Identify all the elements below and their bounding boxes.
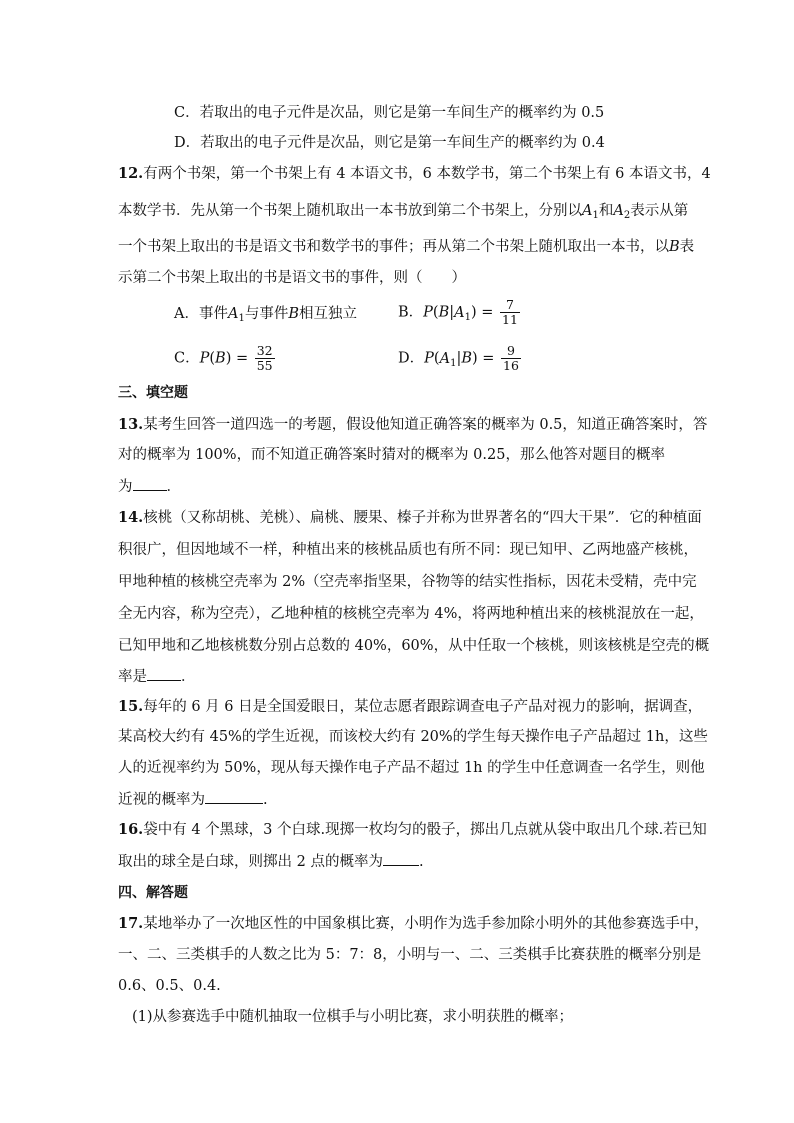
q12-line-1: 12.有两个书架，第一个书架上有 4 本语文书，6 本数学书，第二个书架上有 6 本语文书，4	[118, 165, 711, 182]
q12-number: 12.	[118, 165, 144, 182]
fraction-32-55: $\frac{32}{55}$	[256, 343, 273, 373]
answer-blank[interactable]	[205, 789, 263, 804]
section-fill-blank: 三、填空题	[118, 385, 188, 401]
symbol-b: B	[669, 239, 680, 255]
q15-line-3: 人的近视率约为 50%，现从每天操作电子产品不超过 1h 的学生中任意调查一名学生，则他	[118, 760, 705, 776]
q14-line-1: 14.核桃（又称胡桃、羌桃）、扁桃、腰果、榛子并称为世界著名的“四大干果”．它的种植面	[118, 509, 702, 526]
q17-line-1: 17.某地举办了一次地区性的中国象棋比赛，小明作为选手参加除小明外的其他参赛选手中，	[118, 915, 709, 932]
symbol-a2: $A_2$	[613, 203, 631, 221]
answer-blank[interactable]	[133, 476, 167, 491]
answer-blank[interactable]	[147, 666, 181, 681]
q12-option-a: A．事件$A_1$与事件B相互独立	[174, 306, 357, 324]
fraction-7-11: $\frac{7}{11}$	[502, 297, 518, 327]
q16-line-1: 16.袋中有 4 个黑球，3 个白球.现掷一枚均匀的骰子，掷出几点就从袋中取出几个球.若已知	[118, 821, 707, 838]
q14-line-3: 甲地种植的核桃空壳率为 2%（空壳率指坚果，谷物等的结实性指标，因花未受精，壳中完	[118, 574, 697, 590]
q13-line-1: 13.某考生回答一道四选一的考题，假设他知道正确答案的概率为 0.5，知道正确答案时，答	[118, 416, 708, 433]
q15-line-2: 某高校大约有 45%的学生近视，而该校大约有 20%的学生每天操作电子产品超过 1h，这些	[118, 729, 708, 745]
q13-line-2: 对的概率为 100%，而不知道正确答案时猜对的概率为 0.25，那么他答对题目的概率	[118, 447, 665, 463]
q15-line-4: 近视的概率为 .	[118, 789, 268, 810]
q14-line-6: 率是 ．	[118, 666, 196, 687]
symbol-a1: $A_1$	[582, 203, 599, 221]
section-solution: 四、解答题	[118, 885, 188, 901]
q17-line-2: 一、二、三类棋手的人数之比为 5：7：8，小明与一、二、三类棋手比赛获胜的概率分别是	[118, 947, 702, 963]
q14-line-5: 已知甲地和乙地核桃数分别占总数的 40%，60%，从中任取一个核桃，则该核桃是空壳的概	[118, 638, 710, 654]
q17-line-3: 0.6、0.5、0.4.	[118, 978, 221, 994]
q12-option-d: D．$P(A_1|B)$ = $\frac{9}{16}$	[398, 343, 519, 373]
q13-line-3: 为 ．	[118, 476, 181, 497]
q11-option-d: D．若取出的电子元件是次品，则它是第一车间生产的概率约为 0.4	[174, 135, 605, 151]
fraction-9-16: $\frac{9}{16}$	[503, 343, 519, 373]
q12-line-3: 一个书架上取出的书是语文书和数学书的事件；再从第二个书架上随机取出一本书，以B表	[118, 239, 695, 255]
answer-blank[interactable]	[383, 851, 419, 866]
q11-option-c: C．若取出的电子元件是次品，则它是第一车间生产的概率约为 0.5	[174, 105, 605, 121]
q12-option-b: B．$P(B|A_1)$ = $\frac{7}{11}$	[398, 297, 518, 327]
q12-line-2: 本数学书．先从第一个书架上随机取出一本书放到第二个书架上，分别以$A_1$和$A_2$表示从第	[118, 203, 689, 221]
q14-line-2: 积很广，但因地域不一样，种植出来的核桃品质也有所不同：现已知甲、乙两地盛产核桃，	[118, 542, 698, 558]
q12-option-c: C．P(B) = $\frac{32}{55}$	[174, 343, 273, 373]
q16-line-2: 取出的球全是白球，则掷出 2 点的概率为 .	[118, 851, 424, 872]
q15-line-1: 15.每年的 6 月 6 日是全国爱眼日，某位志愿者跟踪调查电子产品对视力的影响，据调查，	[118, 698, 703, 715]
q12-line-4: 示第二个书架上取出的书是语文书的事件，则（ ）	[118, 270, 466, 286]
q17-part-1: (1)从参赛选手中随机抽取一位棋手与小明比赛，求小明获胜的概率；	[132, 1009, 574, 1025]
q14-line-4: 全无内容，称为空壳），乙地种植的核桃空壳率为 4%，将两地种植出来的核桃混放在一起，	[118, 606, 704, 622]
